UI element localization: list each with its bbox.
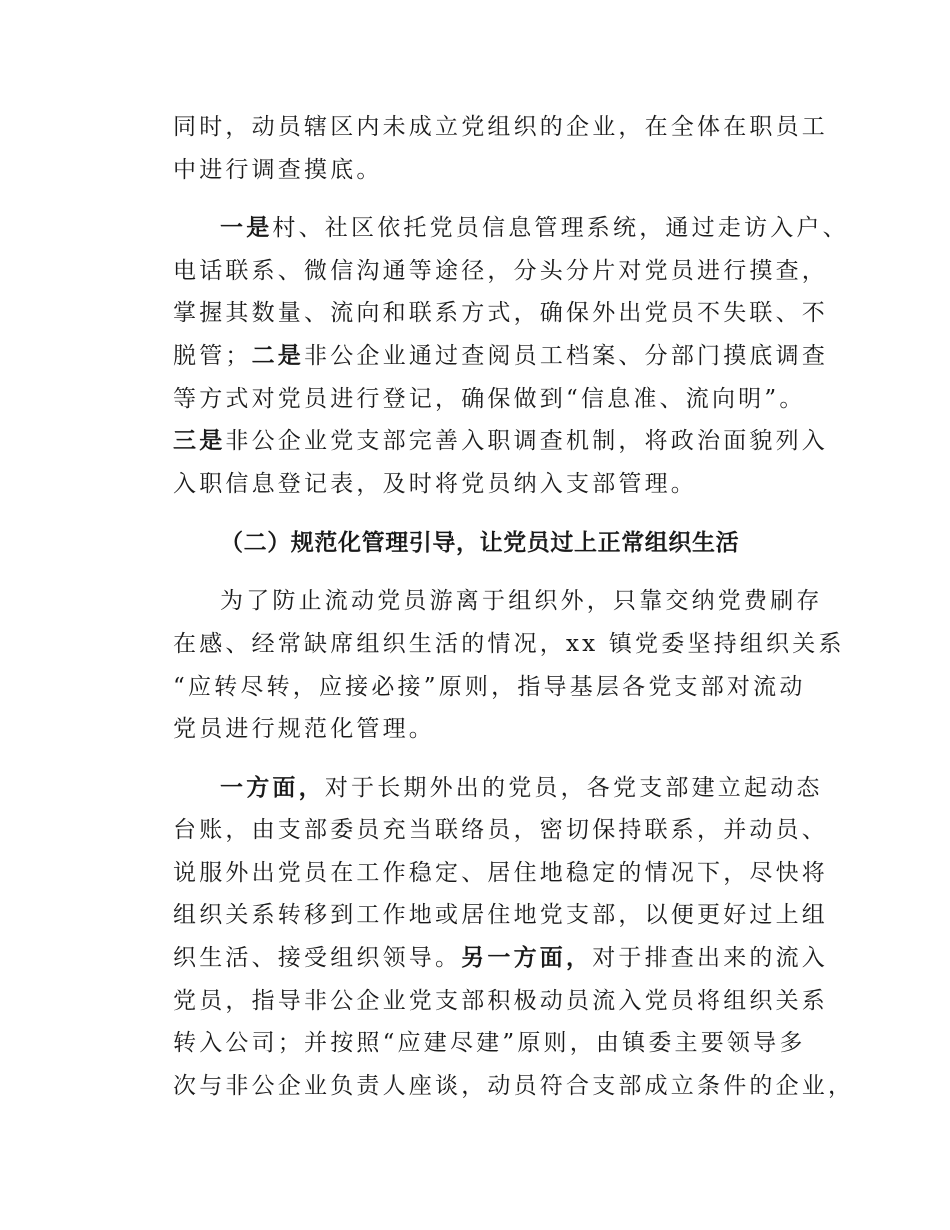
text-line [173, 1028, 806, 1058]
text-line [173, 256, 828, 286]
text-run: 在感、经常缺席组织生活的情况，xx 镇党委坚持组织关系 [173, 631, 845, 657]
text-line [173, 469, 697, 499]
text-run: 说服外出党员在工作稳定、居住地稳定的情况下，尽快将 [173, 860, 828, 886]
text-line [173, 112, 828, 142]
text-line [220, 773, 823, 803]
text-run: 党员，指导非公企业党支部积极动员流入党员将组织关系 [173, 988, 828, 1014]
text-line [173, 341, 828, 371]
text-line [173, 900, 828, 930]
text-run: 织生活、接受组织领导。 [173, 945, 462, 971]
text-line [173, 986, 828, 1016]
text-run: 等方式对党员进行登记，确保做到“信息准、流向明”。 [173, 386, 806, 412]
bold-lead: 另一方面， [461, 945, 593, 971]
text-line [173, 815, 828, 845]
text-run: 对于排查出来的流入 [592, 945, 829, 971]
text-run: 同时，动员辖区内未成立党组织的企业，在全体在职员工 [173, 114, 828, 140]
text-line [173, 298, 828, 328]
text-line [173, 714, 435, 744]
section-heading: （二）规范化管理引导，让党员过上正常组织生活 [220, 530, 740, 556]
text-run: 组织关系转移到工作地或居住地党支部，以便更好过上组 [173, 902, 828, 928]
text-run: 村、社区依托党员信息管理系统，通过走访入户、 [272, 215, 849, 241]
text-run: 入职信息登记表，及时将党员纳入支部管理。 [173, 471, 697, 497]
text-run: “应转尽转，应接必接”原则，指导基层各党支部对流动 [173, 674, 806, 700]
text-line [173, 1071, 854, 1101]
bold-lead: 三是 [173, 428, 226, 454]
text-run: 非公企业通过查阅员工档案、分部门摸底调查 [304, 343, 829, 369]
text-line [173, 629, 845, 659]
text-run: 脱管； [173, 343, 252, 369]
text-line [173, 943, 828, 973]
text-line [220, 213, 849, 243]
text-run: 对于长期外出的党员，各党支部建立起动态 [324, 775, 823, 801]
text-run: 转入公司；并按照“应建尽建”原则，由镇委主要领导多 [173, 1030, 806, 1056]
text-run: 掌握其数量、流向和联系方式，确保外出党员不失联、不 [173, 300, 828, 326]
text-run: 中进行调查摸底。 [173, 157, 383, 183]
text-line [220, 586, 823, 616]
text-line [173, 672, 806, 702]
text-run: 台账，由支部委员充当联络员，密切保持联系，并动员、 [173, 817, 828, 843]
text-line [173, 426, 828, 456]
text-run: 非公企业党支部完善入职调查机制，将政治面貌列入 [225, 428, 829, 454]
text-line [173, 384, 806, 414]
bold-lead: 一是 [220, 215, 273, 241]
text-run: 党员进行规范化管理。 [173, 716, 435, 742]
text-line [173, 858, 828, 888]
text-run: 为了防止流动党员游离于组织外，只靠交纳党费刷存 [220, 588, 823, 614]
text-line [173, 155, 383, 185]
bold-lead: 二是 [251, 343, 305, 369]
bold-lead: 一方面， [220, 775, 325, 801]
text-run: 次与非公企业负责人座谈，动员符合支部成立条件的企业， [173, 1073, 855, 1099]
text-run: 电话联系、微信沟通等途径，分头分片对党员进行摸查， [173, 258, 828, 284]
